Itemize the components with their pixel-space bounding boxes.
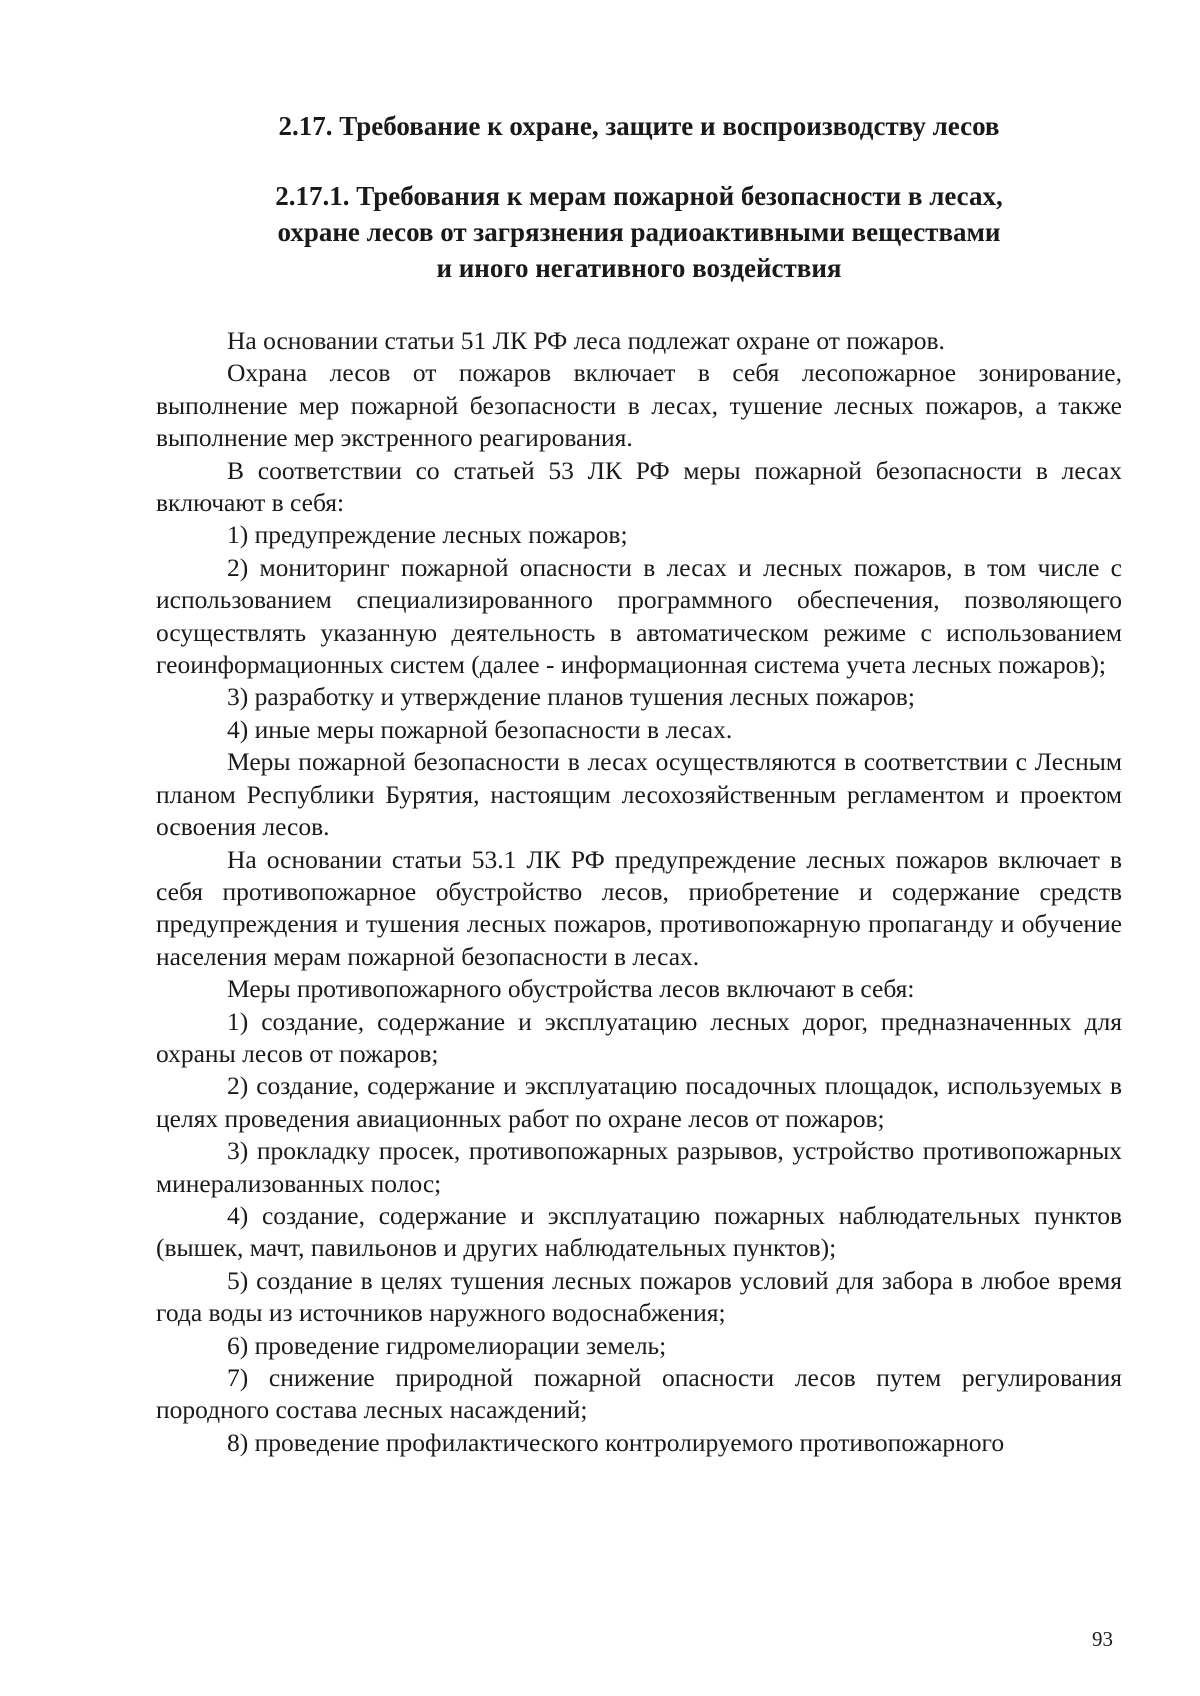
document-page [156, 108, 1122, 1459]
subsection-title-line-1: 2.17.1. Требования к мерам пожарной безопасности в лесах, [275, 181, 1003, 211]
list-item: 1) предупреждение лесных пожаров; [227, 520, 628, 550]
paragraph: Меры противопожарного обустройства лесов включают в себя: [227, 974, 915, 1004]
paragraph: В соответствии со статьей 53 ЛК РФ меры пожарной безопасности в лесах включают в себя: [156, 455, 1122, 518]
paragraph: Меры пожарной безопасности в лесах осуществляются в соответствии с Лесным планом Республики Бурятия, настоящим лесохозяйственным регламентом и проектом освоения лесов. [156, 747, 1122, 842]
paragraph: Охрана лесов от пожаров включает в себя лесопожарное зонирование, выполнение мер пожарной безопасности в лесах, тушение лесных пожаров, а также выполнение мер экстренного реагирования. [156, 358, 1122, 453]
subsection-title-line-2: охране лесов от загрязнения радиоактивными веществами [277, 217, 1001, 247]
list-item: 4) создание, содержание и эксплуатацию пожарных наблюдательных пунктов (вышек, мачт, павильонов и других наблюдательных пунктов); [156, 1200, 1122, 1263]
body-text [156, 325, 1122, 1459]
list-item: 4) иные меры пожарной безопасности в лесах. [227, 714, 733, 744]
list-item: 3) прокладку просек, противопожарных разрывов, устройство противопожарных минерализованных полос; [156, 1136, 1122, 1198]
paragraph: На основании статьи 51 ЛК РФ леса подлежат охране от пожаров. [227, 326, 945, 355]
list-item: 6) проведение гидромелиорации земель; [227, 1330, 667, 1360]
subsection-title-line-3: и иного негативного воздействия [436, 253, 842, 283]
page-number: 93 [1092, 1627, 1113, 1651]
list-item: 7) снижение природной пожарной опасности лесов путем регулирования породного состава лесных насаждений; [156, 1363, 1122, 1425]
subsection-title [156, 178, 1122, 286]
list-item: 2) создание, содержание и эксплуатацию посадочных площадок, используемых в целях проведения авиационных работ по охране лесов от пожаров; [156, 1071, 1122, 1133]
section-title: 2.17. Требование к охране, защите и воспроизводству лесов [278, 111, 1000, 141]
list-item: 2) мониторинг пожарной опасности в лесах и лесных пожаров, в том числе с использованием специализированного программного обеспечения, позволяющего осуществлять указанную деятельность в автоматическом режиме с использованием геоинформационных систем (далее - информационная система учета лесных пожаров); [156, 552, 1122, 680]
paragraph: На основании статьи 53.1 ЛК РФ предупреждение лесных пожаров включает в себя противопожарное обустройство лесов, приобретение и содержание средств предупреждения и тушения лесных пожаров, противопожарную пропаганду и обучение населения мерам пожарной безопасности в лесах. [156, 844, 1122, 971]
list-item: 5) создание в целях тушения лесных пожаров условий для забора в любое время года воды из источников наружного водоснабжения; [156, 1265, 1122, 1328]
list-item: 1) создание, содержание и эксплуатацию лесных дорог, предназначенных для охраны лесов от пожаров; [156, 1006, 1122, 1068]
list-item: 8) проведение профилактического контролируемого противопожарного [227, 1427, 1005, 1457]
list-item: 3) разработку и утверждение планов тушения лесных пожаров; [227, 682, 915, 712]
